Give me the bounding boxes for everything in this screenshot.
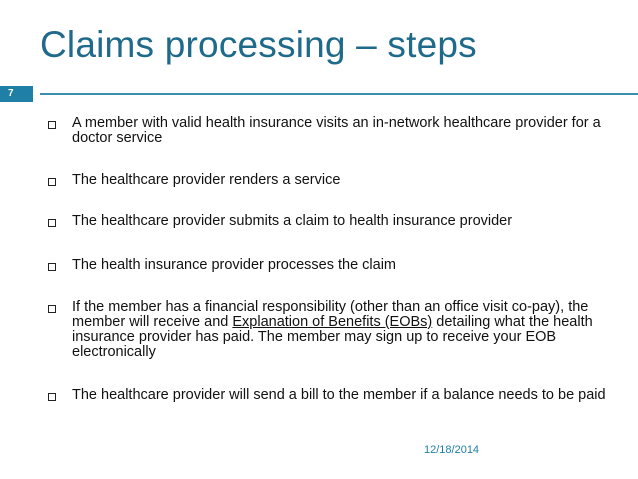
list-item: [48, 214, 608, 229]
bullet-square-icon: [48, 393, 56, 401]
bullet-text-part: detailing what the health insurance provider has paid. The member may sign up to receive your EOB electronically: [72, 314, 593, 360]
bullet-square-icon: [48, 178, 56, 186]
bullet-square-icon: [48, 219, 56, 227]
bullet-square-icon: [48, 305, 56, 313]
bullet-text: The healthcare provider renders a service: [72, 172, 341, 188]
title-divider: [40, 93, 638, 95]
list-item: [48, 116, 608, 146]
slide-title: Claims processing – steps: [40, 24, 477, 65]
bullet-square-icon: [48, 121, 56, 129]
slide-date: 12/18/2014: [424, 444, 480, 456]
bullet-text: The health insurance provider processes the claim: [72, 257, 396, 273]
list-item: [48, 388, 608, 403]
slide-number: 7: [0, 86, 33, 102]
eob-link[interactable]: Explanation of Benefits (EOBs): [232, 314, 433, 330]
bullet-text: A member with valid health insurance visits an in-network healthcare provider for a doctor service: [72, 115, 601, 146]
bullet-text-part: If the member has a financial responsibility (other than an office visit co-pay), the member will receive and: [72, 299, 589, 330]
list-item: [48, 258, 608, 273]
bullet-square-icon: [48, 263, 56, 271]
bullet-text: The healthcare provider submits a claim to health insurance provider: [72, 213, 513, 229]
list-item: [48, 173, 608, 188]
bullet-text: The healthcare provider will send a bill to the member if a balance needs to be paid: [72, 387, 606, 403]
bullet-text: [72, 300, 608, 360]
list-item: [48, 300, 608, 360]
slide-number-band: [0, 86, 638, 102]
